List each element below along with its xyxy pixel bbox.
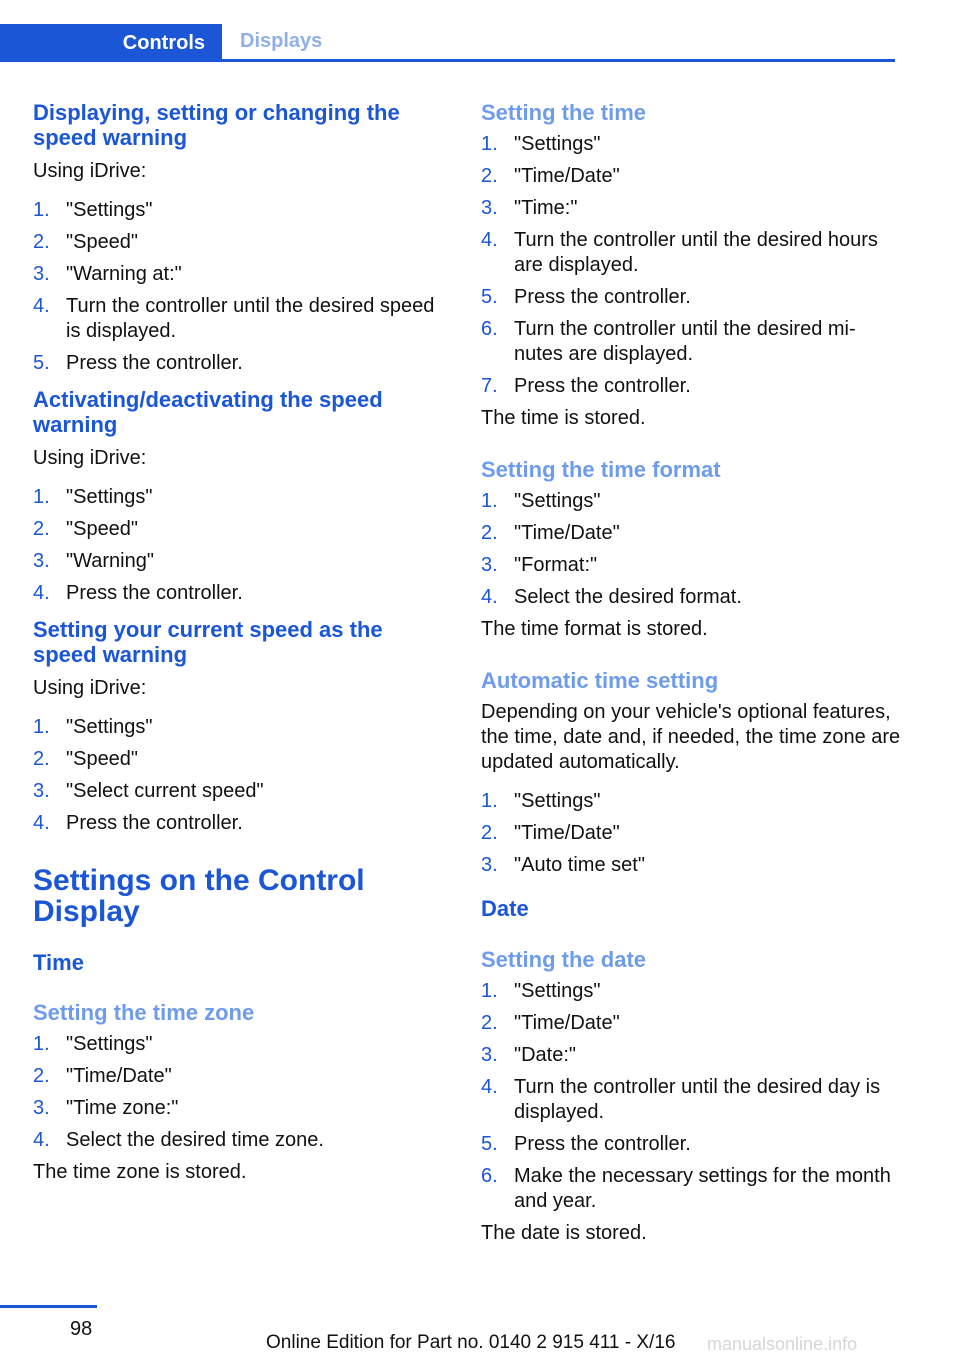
result-text: The time is stored. <box>481 407 646 429</box>
steps-list <box>33 198 443 376</box>
body-text: Depending on your vehicle's optional features, the time, date and, if needed, the time zone are updated automatically. <box>481 701 901 773</box>
list-item-text: Press the controller. <box>514 375 691 397</box>
list-item-number: 2. <box>33 748 50 770</box>
list-item-text: Make the necessary settings for the month and year. <box>514 1165 891 1212</box>
list-item-text: "Time/Date" <box>514 1012 620 1034</box>
list-item-number: 3. <box>481 1044 498 1066</box>
list-item-number: 3. <box>481 554 498 576</box>
list-item-text: "Settings" <box>514 133 601 155</box>
list-item-number: 2. <box>481 522 498 544</box>
heading-activate-speed-warning: Activating/deactivating the speed warning <box>33 387 383 437</box>
header-bar <box>0 24 895 62</box>
list-item-number: 4. <box>33 582 50 604</box>
list-item-text: "Warning" <box>66 550 154 572</box>
list-item-number: 1. <box>33 486 50 508</box>
heading-current-speed: Setting your current speed as the speed warning <box>33 617 383 667</box>
list-item <box>33 485 443 510</box>
page-number: 98 <box>70 1318 93 1340</box>
list-item-text: "Time/Date" <box>66 1065 172 1087</box>
list-item-text: "Auto time set" <box>514 854 645 876</box>
list-item-text: Turn the controller until the desired hours are displayed. <box>514 229 878 276</box>
list-item-text: "Speed" <box>66 518 139 540</box>
list-item <box>481 979 901 1004</box>
list-item-text: Press the controller. <box>66 812 243 834</box>
list-item-text: "Settings" <box>66 716 153 738</box>
intro-text: Using iDrive: <box>33 677 147 699</box>
list-item <box>481 1043 901 1068</box>
list-item <box>481 132 901 157</box>
heading-time: Time <box>33 950 84 975</box>
steps-list <box>33 715 443 836</box>
list-item-text: "Warning at:" <box>66 263 182 285</box>
list-item-number: 1. <box>481 490 498 512</box>
steps-list <box>481 489 901 610</box>
result-text: The date is stored. <box>481 1222 647 1244</box>
list-item-number: 4. <box>481 1076 498 1098</box>
list-item <box>481 196 901 221</box>
list-item <box>481 317 901 367</box>
steps-list <box>33 1032 443 1153</box>
list-item <box>481 585 901 610</box>
list-item-number: 1. <box>33 716 50 738</box>
heading-time-format: Setting the time format <box>481 457 721 482</box>
list-item <box>33 715 443 740</box>
list-item-number: 3. <box>33 263 50 285</box>
intro-text: Using iDrive: <box>33 447 147 469</box>
list-item-number: 2. <box>33 231 50 253</box>
steps-list <box>481 979 901 1214</box>
heading-auto-time: Automatic time setting <box>481 668 719 693</box>
heading-set-date: Setting the date <box>481 947 647 972</box>
list-item-number: 4. <box>33 812 50 834</box>
list-item-text: Turn the controller until the desired speed is displayed. <box>66 295 435 342</box>
list-item-number: 2. <box>33 518 50 540</box>
list-item-text: Press the controller. <box>514 1133 691 1155</box>
left-column <box>33 100 443 1185</box>
list-item <box>481 374 901 399</box>
list-item <box>481 821 901 846</box>
list-item <box>33 1032 443 1057</box>
list-item <box>481 228 901 278</box>
list-item-number: 1. <box>481 133 498 155</box>
list-item <box>481 1075 901 1125</box>
list-item-text: Press the controller. <box>514 286 691 308</box>
list-item-text: "Settings" <box>66 199 153 221</box>
watermark: manualsonline.info <box>707 1334 858 1354</box>
section-title: Settings on the Control Display <box>33 864 365 928</box>
list-item-number: 4. <box>33 295 50 317</box>
footer-rule <box>0 1305 97 1308</box>
list-item-text: "Time/Date" <box>514 522 620 544</box>
header-rule <box>0 59 895 62</box>
heading-set-time: Setting the time <box>481 100 647 125</box>
list-item-text: "Settings" <box>514 980 601 1002</box>
list-item-text: "Speed" <box>66 748 139 770</box>
list-item-number: 2. <box>481 822 498 844</box>
list-item-number: 6. <box>481 1165 498 1187</box>
list-item-text: Turn the controller until the desired mi-nutes are displayed. <box>514 318 856 365</box>
list-item <box>33 517 443 542</box>
list-item-number: 5. <box>481 1133 498 1155</box>
list-item <box>481 553 901 578</box>
list-item <box>481 285 901 310</box>
list-item <box>481 1132 901 1157</box>
list-item-text: "Settings" <box>66 486 153 508</box>
tab-displays[interactable]: Displays <box>240 30 323 52</box>
list-item-number: 3. <box>481 854 498 876</box>
list-item-number: 4. <box>481 586 498 608</box>
list-item-number: 4. <box>33 1129 50 1151</box>
list-item-number: 3. <box>481 197 498 219</box>
steps-list <box>33 485 443 606</box>
list-item-text: Press the controller. <box>66 582 243 604</box>
list-item <box>33 1128 443 1153</box>
list-item-number: 5. <box>33 352 50 374</box>
list-item <box>481 521 901 546</box>
list-item-number: 5. <box>481 286 498 308</box>
list-item <box>33 549 443 574</box>
list-item <box>33 294 443 344</box>
steps-list <box>481 132 901 399</box>
list-item-text: "Settings" <box>66 1033 153 1055</box>
list-item <box>481 1011 901 1036</box>
list-item-text: "Time/Date" <box>514 165 620 187</box>
list-item <box>481 789 901 814</box>
list-item <box>33 779 443 804</box>
list-item <box>33 1064 443 1089</box>
list-item <box>33 351 443 376</box>
list-item-number: 1. <box>481 790 498 812</box>
list-item <box>481 853 901 878</box>
list-item-text: "Select current speed" <box>66 780 264 802</box>
steps-list <box>481 789 901 878</box>
list-item <box>33 1096 443 1121</box>
list-item <box>481 489 901 514</box>
list-item-number: 3. <box>33 780 50 802</box>
right-column <box>481 100 901 1246</box>
list-item-text: "Settings" <box>514 490 601 512</box>
list-item-number: 7. <box>481 375 498 397</box>
list-item-number: 6. <box>481 318 498 340</box>
list-item-text: Press the controller. <box>66 352 243 374</box>
list-item-number: 2. <box>481 165 498 187</box>
list-item <box>481 1164 901 1214</box>
result-text: The time format is stored. <box>481 618 708 640</box>
list-item-text: Select the desired time zone. <box>66 1129 324 1151</box>
list-item-number: 3. <box>33 550 50 572</box>
list-item-text: Turn the controller until the desired day is displayed. <box>514 1076 881 1123</box>
list-item <box>33 747 443 772</box>
list-item-text: "Time/Date" <box>514 822 620 844</box>
list-item-text: "Speed" <box>66 231 139 253</box>
heading-time-zone: Setting the time zone <box>33 1000 255 1025</box>
list-item-text: "Time:" <box>514 197 578 219</box>
list-item-text: "Settings" <box>514 790 601 812</box>
list-item <box>481 164 901 189</box>
intro-text: Using iDrive: <box>33 160 147 182</box>
list-item-number: 3. <box>33 1097 50 1119</box>
result-text: The time zone is stored. <box>33 1161 247 1183</box>
list-item <box>33 262 443 287</box>
list-item-text: "Time zone:" <box>66 1097 179 1119</box>
list-item-number: 1. <box>33 1033 50 1055</box>
list-item-text: "Date:" <box>514 1044 577 1066</box>
list-item-number: 1. <box>481 980 498 1002</box>
list-item-number: 2. <box>33 1065 50 1087</box>
list-item-text: Select the desired format. <box>514 586 742 608</box>
list-item <box>33 581 443 606</box>
list-item-number: 2. <box>481 1012 498 1034</box>
heading-date: Date <box>481 896 529 921</box>
heading-display-speed-warning: Displaying, setting or changing the speed warning <box>33 100 400 150</box>
tab-controls[interactable]: Controls <box>0 24 222 62</box>
list-item <box>33 198 443 223</box>
list-item <box>33 230 443 255</box>
list-item-number: 1. <box>33 199 50 221</box>
edition-text: Online Edition for Part no. 0140 2 915 411 - X/16 <box>266 1332 676 1353</box>
list-item-number: 4. <box>481 229 498 251</box>
list-item <box>33 811 443 836</box>
list-item-text: "Format:" <box>514 554 598 576</box>
